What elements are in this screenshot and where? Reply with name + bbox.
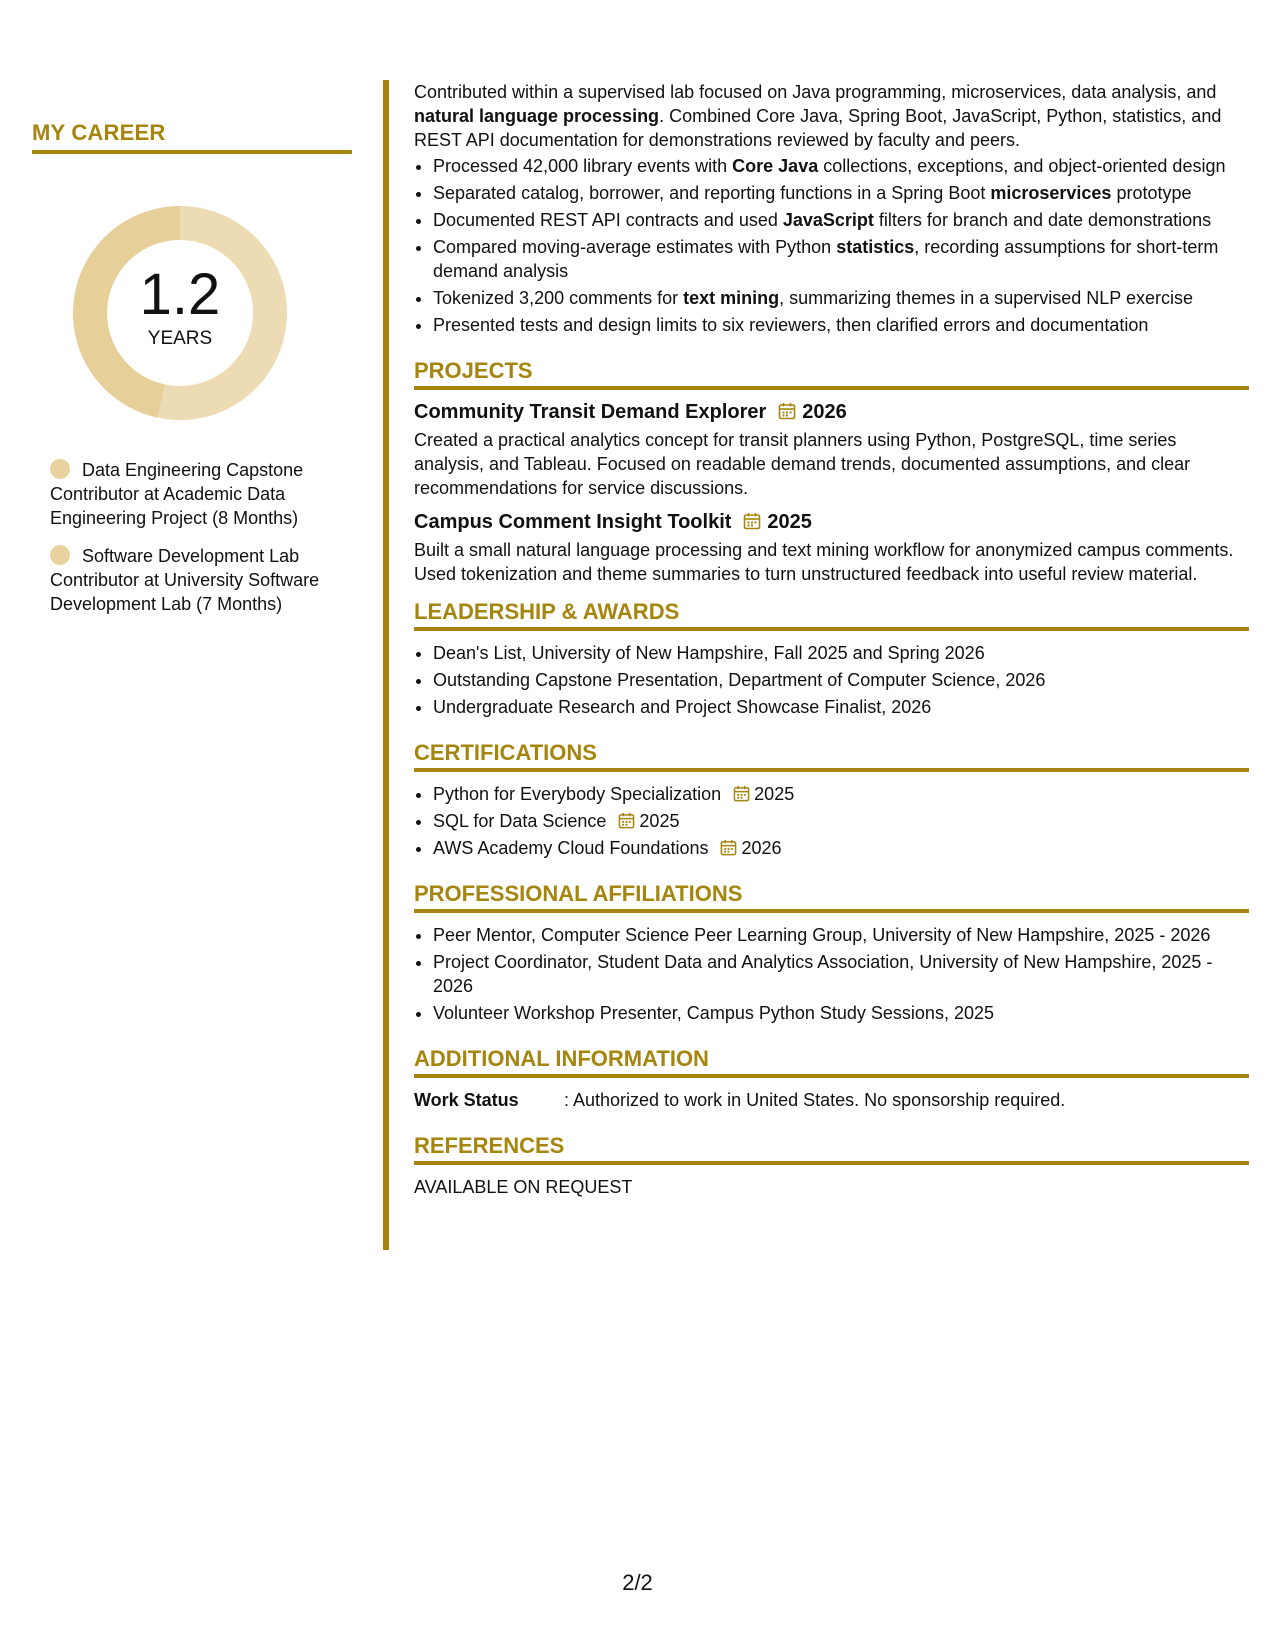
intro-text: . Combined Core Java, Spring Boot, JavaScript, Python, statistics, and REST API documentation for demonstrations reviewed by faculty and peers. [414, 106, 1222, 150]
career-dot-icon [50, 459, 70, 479]
cert-year: 2025 [639, 811, 680, 831]
career-item [50, 458, 352, 530]
list-item: • Compared moving-average estimates with Python statistics, recording assumptions for short-term demand analysis [433, 235, 1249, 283]
career-dot-icon [50, 545, 70, 565]
project-year: 2025 [767, 511, 812, 533]
cert-name: SQL for Data Science [433, 811, 607, 831]
career-item [50, 544, 352, 616]
career-panel [32, 120, 352, 630]
career-item-text: Software Development Lab Contributor at University Software Development Lab (7 Months) [50, 546, 320, 614]
list-item: • Processed 42,000 library events with Core Java collections, exceptions, and object-oriented design [433, 154, 1249, 178]
career-years-value: 1.2 [139, 262, 221, 327]
list-item: • Undergraduate Research and Project Showcase Finalist, 2026 [433, 695, 1249, 719]
project-heading [414, 400, 1249, 424]
list-item: • Outstanding Capstone Presentation, Department of Computer Science, 2026 [433, 668, 1249, 692]
section-title: CERTIFICATIONS [414, 741, 1249, 772]
section-title: PROFESSIONAL AFFILIATIONS [414, 882, 1249, 913]
project-description: Built a small natural language processing and text mining workflow for anonymized campus comments. Used tokenization and theme summaries to turn unstructured feedback into useful review material. [414, 540, 1234, 584]
affiliations-list [414, 923, 1249, 1025]
project-description: Created a practical analytics concept for transit planners using Python, PostgreSQL, time series analysis, and Tableau. Focused on readable demand trends, documented assumptions, and clear recommendations for service discussions. [414, 430, 1191, 498]
awards-list [414, 641, 1249, 719]
cert-name: AWS Academy Cloud Foundations [433, 838, 709, 858]
intro-bold: natural language processing [414, 106, 660, 126]
list-item: • Tokenized 3,200 comments for text mining, summarizing themes in a supervised NLP exercise [433, 286, 1249, 310]
project-name: Community Transit Demand Explorer [414, 401, 767, 423]
project-year: 2026 [802, 401, 847, 423]
list-item [433, 782, 1249, 806]
section-title: REFERENCES [414, 1134, 1249, 1165]
list-item: • Presented tests and design limits to six reviewers, then clarified errors and documentation [433, 313, 1249, 337]
calendar-icon [733, 785, 750, 802]
career-list [32, 458, 352, 616]
section-title: ADDITIONAL INFORMATION [414, 1047, 1249, 1078]
list-item: • Dean's List, University of New Hampshire, Fall 2025 and Spring 2026 [433, 641, 1249, 665]
references-section [414, 1134, 1249, 1199]
career-donut-chart [65, 198, 295, 428]
project-name: Campus Comment Insight Toolkit [414, 511, 732, 533]
projects-section [414, 359, 1249, 586]
work-status-label: Work Status [414, 1090, 519, 1110]
project-heading [414, 510, 1249, 534]
calendar-icon [743, 512, 761, 530]
list-item [433, 836, 1249, 860]
awards-section [414, 600, 1249, 719]
list-item: • Peer Mentor, Computer Science Peer Learning Group, University of New Hampshire, 2025 - 2026 [433, 923, 1249, 947]
section-title: PROJECTS [414, 359, 1249, 390]
main-content [414, 80, 1249, 1199]
work-status-value: : Authorized to work in United States. No sponsorship required. [564, 1090, 1066, 1110]
list-item [433, 809, 1249, 833]
certifications-section [414, 741, 1249, 860]
references-text: AVAILABLE ON REQUEST [414, 1177, 633, 1197]
experience-bullets [414, 154, 1249, 337]
list-item: • Documented REST API contracts and used JavaScript filters for branch and date demonstrations [433, 208, 1249, 232]
experience-intro [414, 80, 1249, 152]
list-item: • Project Coordinator, Student Data and Analytics Association, University of New Hampshire, 2025 - 2026 [433, 950, 1249, 998]
career-title: MY CAREER [32, 120, 352, 154]
work-status-row [414, 1088, 1249, 1112]
calendar-icon [778, 402, 796, 420]
list-item: • Separated catalog, borrower, and reporting functions in a Spring Boot microservices prototype [433, 181, 1249, 205]
cert-name: Python for Everybody Specialization [433, 784, 722, 804]
additional-section [414, 1047, 1249, 1112]
list-item: • Volunteer Workshop Presenter, Campus Python Study Sessions, 2025 [433, 1001, 1249, 1025]
calendar-icon [618, 812, 635, 829]
cert-year: 2025 [754, 784, 795, 804]
section-title: LEADERSHIP & AWARDS [414, 600, 1249, 631]
cert-year: 2026 [741, 838, 782, 858]
page-number: 2/2 [622, 1570, 653, 1595]
career-item-text: Data Engineering Capstone Contributor at Academic Data Engineering Project (8 Months) [50, 460, 304, 528]
affiliations-section [414, 882, 1249, 1025]
calendar-icon [720, 839, 737, 856]
career-years-label: YEARS [147, 328, 213, 349]
certifications-list [414, 782, 1249, 860]
intro-text: Contributed within a supervised lab focused on Java programming, microservices, data analysis, and [414, 82, 1217, 102]
column-divider [383, 80, 389, 1250]
